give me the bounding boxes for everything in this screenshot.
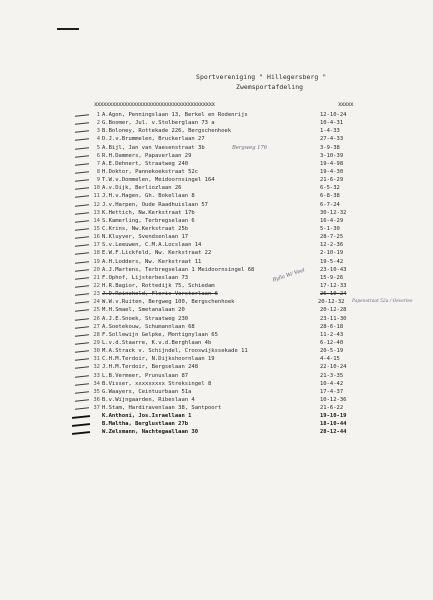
member-entry: R.H.Dammers, Papaverlaan 29 [102,152,192,159]
member-date: 20-5-19 [320,348,344,355]
member-number: 2 [96,120,100,127]
member-entry: A.Soetekouw, Schumannlaan 68 [102,323,195,330]
member-number: 35 [93,388,100,395]
tick-mark [75,350,89,352]
member-number: 28 [93,331,100,338]
member-row [0,404,433,412]
member-date: 20-12-32 [318,299,345,306]
member-date: 4-4-15 [320,356,340,363]
member-date: 22-10-24 [320,364,347,371]
member-number: 13 [93,209,100,216]
member-date: 15-9-26 [320,274,344,281]
member-row [0,388,433,396]
member-row [0,372,433,380]
member-date: 28-12-44 [320,429,347,436]
typed-x-rule-date: xxxxx [338,101,354,108]
member-date: 17-4-37 [320,388,344,395]
member-list [0,111,433,437]
member-number: 29 [93,339,100,346]
handwritten-annotation: Bergweg 176 [232,144,268,151]
tick-mark [75,163,89,165]
member-number: 12 [93,201,100,208]
member-entry: J.H.M.Terdoir, Bergselaan 248 [102,364,199,371]
tick-mark [75,179,89,181]
member-date: 12-10-24 [320,112,347,118]
member-row [0,282,433,290]
tick-mark [75,269,89,271]
member-number: 20 [93,266,100,273]
member-number: 4 [96,136,100,143]
tick-mark [75,220,89,222]
tick-mark [75,155,89,157]
member-date: 26-10-24 [320,291,347,298]
member-entry: B.Boloney, Rottekade 226, Bergschenhoek [102,128,232,135]
member-entry: J.v.Harpen, Oude Raadhuislaan 57 [102,201,208,208]
member-number: 24 [93,299,100,306]
member-date: 28-7-25 [320,234,344,241]
tick-mark [72,415,90,418]
member-row [0,428,433,436]
member-entry: T.W.v.Dommelen, Meidoornsingel 164 [102,177,215,184]
member-number: 16 [93,234,100,241]
member-entry: H.R.Bagior, Rottedijk 75, Schiedam [102,282,215,289]
member-date: 10-12-36 [320,396,347,403]
member-row [0,274,433,282]
member-number: 33 [93,372,100,379]
member-entry: G.Waayers, Ceintuurbaan 51a [102,388,192,395]
member-entry: H.Stam, Hardiravenlaan 38, Santpoort [102,405,222,412]
member-entry: A.E.Dehnert, Straatweg 240 [102,160,189,167]
member-number: 6 [96,152,100,159]
member-row [0,192,433,200]
tick-mark [75,253,89,255]
member-row [0,347,433,355]
member-entry: J.H.v.Hagen, Gh. Bokellaan 8 [102,193,195,200]
member-number: 5 [96,144,100,151]
member-row [0,315,433,323]
member-date: 11-2-43 [320,331,344,338]
tick-mark [75,326,89,328]
member-entry: M.A.Strack v. Schijndel, Crooswijkssekade 11 [102,348,248,355]
member-number: 18 [93,250,100,257]
member-entry: S.v.Leeuwen, C.M.A.Locslaan 14 [102,242,202,249]
member-date: 17-12-33 [320,282,347,289]
tick-mark [75,236,89,238]
member-entry: F.Ophof, Lijsterbeslaan 73 [102,274,189,281]
member-date: 19-4-30 [320,168,344,175]
tick-mark [75,277,89,279]
member-number: 36 [93,396,100,403]
member-entry: C.Krins, Nw.Kerkstraat 25b [102,225,189,232]
tick-mark [75,122,89,124]
member-row [0,420,433,428]
member-row [0,331,433,339]
member-entry: W.W.v.Ruiten, Bergweg 100, Bergschenhoek [102,299,235,306]
member-row [0,412,433,420]
member-entry: B.Visser, xxxxxxxxx Streksingel 8 [102,380,212,387]
member-row [0,306,433,314]
tick-mark [75,261,89,263]
member-number: 34 [93,380,100,387]
member-row [0,258,433,266]
member-number: 32 [93,364,100,371]
member-date: 6-7-24 [320,201,340,208]
tick-mark [75,204,89,206]
member-entry: F.Sollewijn Gelpke, Montignylaan 65 [102,331,218,338]
member-date: 23-10-43 [320,266,347,273]
tick-mark [75,391,89,393]
member-entry: E.W.F.Lickfeld, Nw. Kerkstraat 22 [102,250,212,257]
member-row [0,380,433,388]
member-entry: B.v.Wijngaarden, Ribeslaan 4 [102,396,195,403]
member-number: 26 [93,315,100,322]
member-entry: A.J.E.Snoek, Straatweg 230 [102,315,189,322]
member-row [0,225,433,233]
member-row [0,241,433,249]
member-row [0,176,433,184]
tick-mark [75,228,89,230]
member-date: 1-4-33 [320,128,340,135]
tick-mark [75,139,89,141]
member-number: 8 [96,168,100,175]
member-date: 20-12-28 [320,307,347,314]
tick-mark [75,114,89,116]
typed-x-rule: xxxxxxxxxxxxxxxxxxxxxxxxxxxxxxxxxxxxxxxx [94,101,215,108]
tick-mark [75,399,89,401]
member-date: 30-12-32 [320,209,347,216]
member-date: 19-4-98 [320,160,344,167]
member-row [0,355,433,363]
member-entry: G.Boomer, Jul. v.Stolberglaan 73 a [102,120,215,127]
member-number: 10 [93,185,100,192]
member-entry: K.Hettich, Nw.Kerkstraat 17b [102,209,195,216]
member-entry: A.H.Lodders, Nw. Kerkstraat 11 [102,258,202,265]
tick-mark [72,423,90,426]
member-entry: J.D.Reinehold, Floris Versterlaan 6 [102,291,218,298]
member-number: 31 [93,356,100,363]
document-subtitle: Zwemsportafdeling [236,83,304,91]
member-number: 27 [93,323,100,330]
member-number: 23 [93,291,100,298]
member-row [0,127,433,135]
member-entry: K.Anthoni, Jos.Israellaan 1 [102,413,192,420]
tick-mark [75,188,89,190]
member-date: 12-2-36 [320,242,344,249]
member-entry: A.J.Martens, Terbregselaan 1 Meidoornsingel 68 [102,266,255,273]
member-number: 30 [93,348,100,355]
member-row [0,217,433,225]
tick-mark [75,245,89,247]
tick-mark [72,432,90,435]
member-row [0,363,433,371]
member-date: 27-4-33 [320,136,344,143]
member-date: 10-4-42 [320,380,344,387]
member-row [0,201,433,209]
member-entry: L.v.d.Staarre, K.v.d.Berghlaan 4b [102,339,212,346]
member-number: 15 [93,225,100,232]
member-number: 11 [93,193,100,200]
member-date: 21-3-35 [320,372,344,379]
member-entry: D.J.v.Brummelen, Bruckerlaan 27 [102,136,205,143]
member-row [0,111,433,119]
member-date: 6-5-32 [320,185,340,192]
tick-mark [75,342,89,344]
member-entry: A.Agon, Penningslaan 13, Berkel en Rodenrijs [102,112,248,118]
member-date: 3-9-38 [320,144,340,151]
member-entry: W.Zelsmann, Nachtegaallaan 30 [102,429,199,436]
member-date: 6-12-40 [320,339,344,346]
member-row [0,135,433,143]
member-number: 9 [96,177,100,184]
member-entry: L.B.Vermeer, Prunuslaan 87 [102,372,189,379]
member-number: 21 [93,274,100,281]
member-entry: C.H.M.Terdoir, N.Dijkshoornlaan 19 [102,356,215,363]
tick-mark [75,285,89,287]
member-row [0,152,433,160]
member-entry: S.Kamerling, Terbregselaan 6 [102,217,195,224]
member-entry: H.Doktor, Pannekoekstraat 52c [102,168,199,175]
tick-mark [75,131,89,133]
tick-mark [75,302,89,304]
member-number: 37 [93,405,100,412]
member-date: 6-8-38 [320,193,340,200]
member-number: 22 [93,282,100,289]
member-entry: A.Bijl, Jan van Vaesenstraat 3b [102,144,205,151]
tick-mark [75,318,89,320]
member-row [0,209,433,217]
handwritten-annotation: Papenstraat 52a / Oeverlee [352,299,413,305]
member-row [0,323,433,331]
member-number: 3 [96,128,100,135]
tick-mark [75,147,89,149]
member-row [0,249,433,257]
member-entry: B.Maltha, Berglustlaan 27b [102,421,189,428]
member-date: 16-4-29 [320,217,344,224]
member-row [0,339,433,347]
member-date: 19-10-19 [320,413,347,420]
document-title: Sportvereniging " Hillegersberg " [196,73,327,81]
tick-mark [75,310,89,312]
member-number: 7 [96,160,100,167]
tick-mark [75,383,89,385]
member-date: 28-6-18 [320,323,344,330]
member-row [0,119,433,127]
member-date: 19-5-42 [320,258,344,265]
tick-mark [75,367,89,369]
member-number: 17 [93,242,100,249]
member-date: 5-1-30 [320,225,340,232]
member-date: 23-11-30 [320,315,347,322]
member-date: 2-10-19 [320,250,344,257]
member-entry: M.H.Smael, Smetanalaan 20 [102,307,185,314]
member-date: 21-6-22 [320,405,344,412]
member-entry: A.v.Dijk, Berliozlaan 26 [102,185,182,192]
member-date: 21-6-29 [320,177,344,184]
member-row [0,184,433,192]
member-number: 1 [96,112,100,118]
member-row [0,298,433,306]
tick-mark [75,212,89,214]
member-row [0,168,433,176]
tick-mark [75,171,89,173]
member-row [0,396,433,404]
member-date: 3-10-39 [320,152,344,159]
tick-mark [75,334,89,336]
member-row [0,266,433,274]
member-number: 25 [93,307,100,314]
member-row [0,144,433,152]
tick-mark [75,196,89,198]
member-number: 14 [93,217,100,224]
member-row [0,233,433,241]
member-row [0,290,433,298]
handwritten-side-note: Bylla W/ Veel [271,267,306,284]
member-date: 10-4-31 [320,120,344,127]
document-header [196,72,396,92]
tick-mark [75,358,89,360]
tick-mark [75,407,89,409]
tick-mark [75,375,89,377]
member-date: 18-10-44 [320,421,347,428]
punch-mark [57,28,79,30]
member-entry: N.Kluyver, Svendsenlaan 17 [102,234,189,241]
member-row [0,160,433,168]
member-number: 19 [93,258,100,265]
tick-mark [75,293,89,295]
